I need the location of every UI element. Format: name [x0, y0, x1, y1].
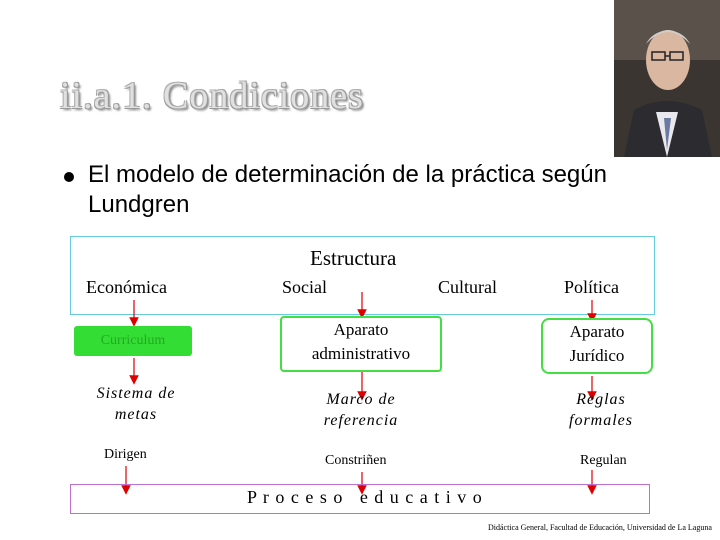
estructura-header: Estructura: [310, 246, 397, 270]
column-cultural: Cultural: [438, 277, 497, 297]
sistema-de-metas: [84, 383, 188, 425]
verb-regulan: Regulan: [580, 453, 627, 468]
sistema-line1: Sistema de: [96, 385, 176, 402]
bullet-text: El modelo de determinación de la práctica según Lundgren: [88, 161, 607, 218]
reglas-line1: Reglas: [576, 391, 626, 408]
aparato-admin-line1: Aparato: [333, 320, 389, 339]
reglas-formales: [556, 389, 646, 431]
curriculum-label: Curriculum: [100, 333, 166, 348]
column-politica: Política: [564, 277, 619, 297]
column-economica: Económica: [86, 277, 167, 297]
aparato-juridico-line1: Aparato: [569, 322, 625, 341]
reglas-line2: formales: [569, 412, 633, 429]
verb-dirigen: Dirigen: [104, 447, 147, 462]
column-social: Social: [282, 277, 327, 297]
marco-de-referencia: [306, 389, 416, 431]
marco-line2: referencia: [323, 412, 399, 429]
aparato-admin-line2: administrativo: [311, 344, 411, 363]
proceso-educativo-label: P r o c e s o e d u c a t i v o: [247, 487, 483, 507]
marco-line1: Marco de: [326, 391, 396, 408]
aparato-juridico-line2: Jurídico: [569, 346, 625, 365]
footer-credit: Didáctica General, Facultad de Educación, Universidad de La Laguna: [488, 523, 712, 532]
verb-constrinen: Constriñen: [325, 453, 387, 468]
slide-title: ii.a.1. Condiciones: [60, 75, 364, 117]
sistema-line2: metas: [114, 406, 158, 423]
aparato-juridico-box: [541, 318, 653, 374]
curriculum-box: [74, 326, 192, 356]
aparato-administrativo-box: [280, 316, 442, 372]
